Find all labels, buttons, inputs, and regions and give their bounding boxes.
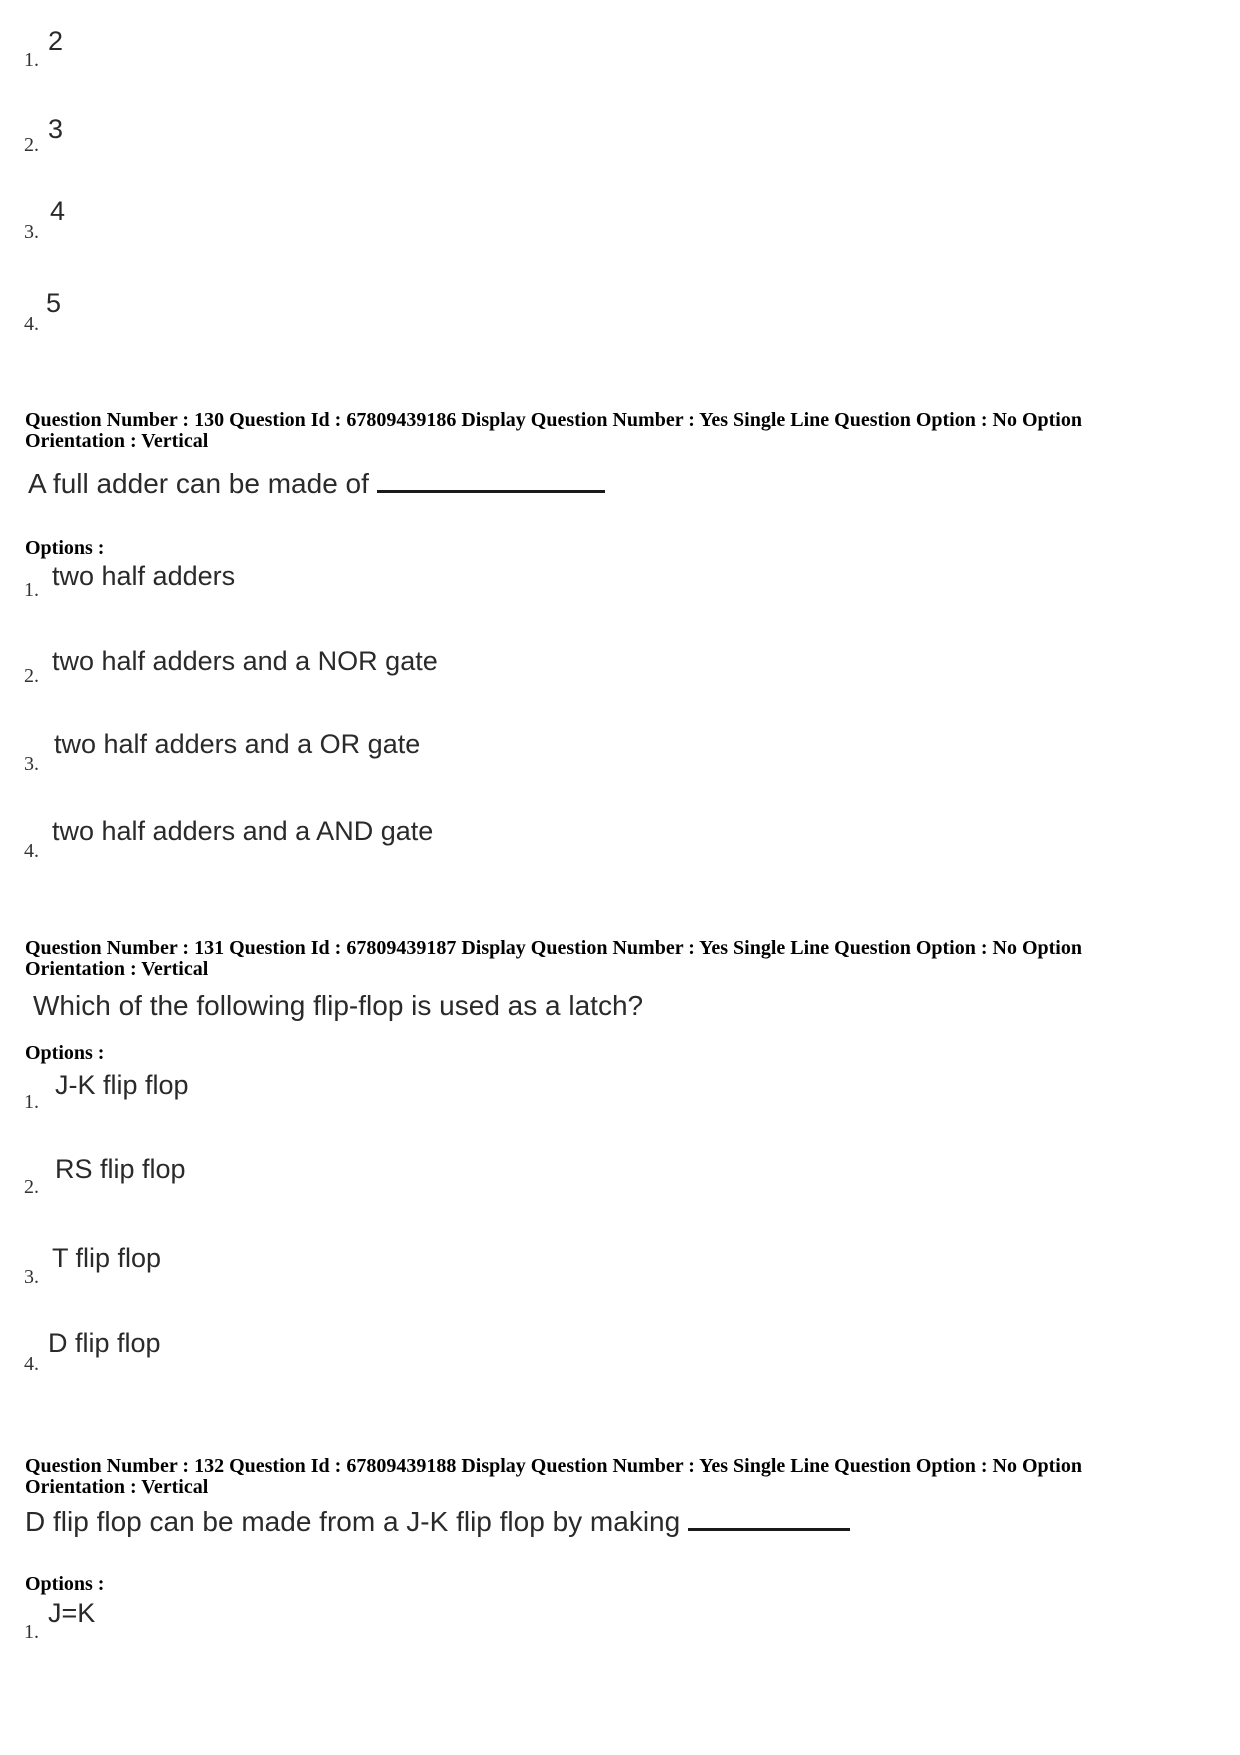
- question-meta-line: Question Number : 132 Question Id : 67809439188 Display Question Number : Yes Single Line Question Option : No Option: [25, 1455, 1082, 1477]
- answer-blank: [688, 1512, 850, 1531]
- option-text: two half adders and a NOR gate: [52, 646, 438, 676]
- option-number: 1.: [24, 1091, 39, 1113]
- question-text: [33, 992, 643, 1020]
- option-text: 2: [48, 26, 64, 56]
- option-number: 4.: [24, 313, 39, 335]
- option-text: J=K: [48, 1598, 96, 1628]
- option-text: T flip flop: [52, 1243, 162, 1273]
- option-number: 1.: [24, 579, 39, 601]
- option-number: 2.: [24, 134, 39, 156]
- option-number: 4.: [24, 840, 39, 862]
- option-text: D flip flop: [48, 1328, 161, 1358]
- option-number: 4.: [24, 1353, 39, 1375]
- question-meta-line: Orientation : Vertical: [25, 430, 209, 452]
- option-text: two half adders and a OR gate: [54, 729, 421, 759]
- question-text: [28, 470, 605, 498]
- option-number: 1.: [24, 49, 39, 71]
- question-text-content: D flip flop can be made from a J-K flip flop by making: [25, 1506, 681, 1537]
- options-label: Options :: [25, 1573, 105, 1595]
- option-text: 5: [46, 288, 62, 318]
- question-meta-line: Orientation : Vertical: [25, 1476, 209, 1498]
- option-number: 1.: [24, 1621, 39, 1643]
- question-meta-line: Question Number : 130 Question Id : 67809439186 Display Question Number : Yes Single Line Question Option : No Option: [25, 409, 1082, 431]
- option-number: 3.: [24, 1266, 39, 1288]
- question-meta-line: Orientation : Vertical: [25, 958, 209, 980]
- answer-blank: [377, 474, 605, 493]
- option-number: 3.: [24, 221, 39, 243]
- question-text: [25, 1508, 850, 1536]
- question-meta: [25, 938, 1215, 980]
- question-text-content: Which of the following flip-flop is used as a latch?: [33, 990, 644, 1021]
- question-meta: [25, 410, 1215, 452]
- option-text: two half adders and a AND gate: [52, 816, 434, 846]
- question-meta: [25, 1456, 1215, 1498]
- question-meta-line: Question Number : 131 Question Id : 67809439187 Display Question Number : Yes Single Line Question Option : No Option: [25, 937, 1082, 959]
- question-text-content: A full adder can be made of: [28, 468, 369, 499]
- option-text: two half adders: [52, 561, 236, 591]
- option-text: J-K flip flop: [55, 1070, 189, 1100]
- option-number: 2.: [24, 1176, 39, 1198]
- option-text: RS flip flop: [55, 1154, 186, 1184]
- options-label: Options :: [25, 1042, 105, 1064]
- option-text: 4: [50, 196, 66, 226]
- option-text: 3: [48, 114, 64, 144]
- option-number: 3.: [24, 753, 39, 775]
- option-number: 2.: [24, 665, 39, 687]
- options-label: Options :: [25, 537, 105, 559]
